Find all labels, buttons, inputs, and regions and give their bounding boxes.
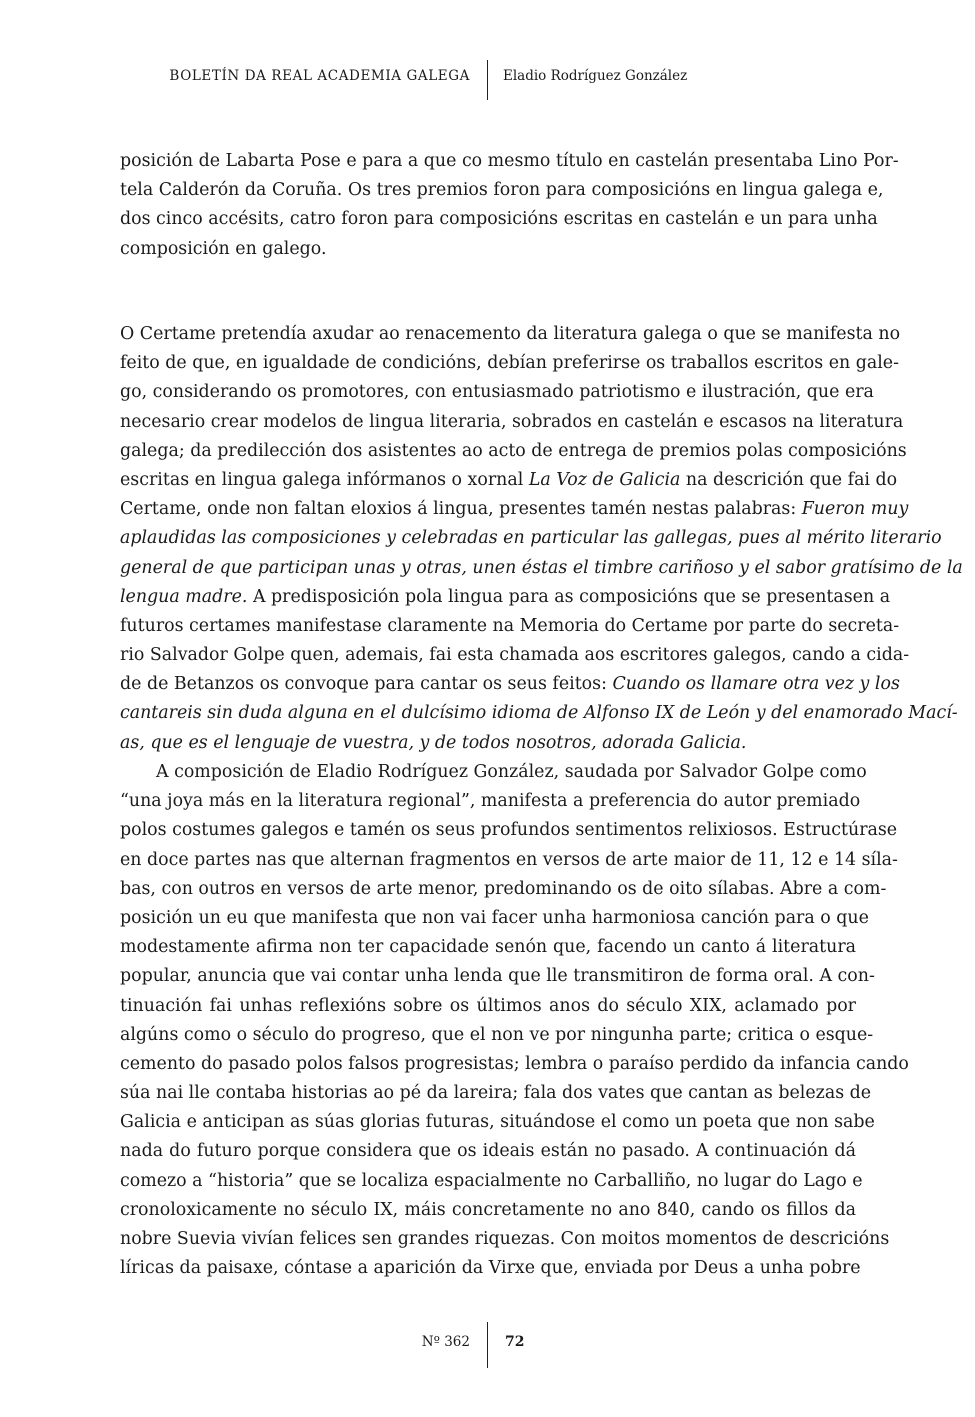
text-line [120,554,963,583]
issue-number: Nº 362 [421,1334,470,1350]
line-text: A composición de Eladio Rodríguez González, saudada por Salvador Golpe como [156,762,867,782]
paragraph-2 [120,320,963,758]
line-text: nobre Suevia vivían felices sen grandes riquezas. Con moitos momentos de descricións [120,1229,890,1249]
page-footer [0,1322,975,1368]
text-line [120,670,900,699]
line-text: modestamente afirma non ter capacidade senón que, facendo un canto á literatura [120,937,856,958]
line-text: comezo a “historia” que se localiza espacialmente no Carballiño, no lugar do Lago e [120,1170,863,1191]
text-line [120,875,887,904]
page-number: 72 [505,1334,525,1350]
paragraph-1 [120,147,899,264]
line-text: tela Calderón da Coruña. Os tres premios foron para composicións en lingua galega e, [120,180,884,201]
text-line [120,176,884,205]
line-text: futuros certames manifestase claramente na Memoria do Certame por parte do secreta- [120,615,900,636]
text-line [120,583,891,612]
line-text: en doce partes nas que alternan fragmentos en versos de arte maior de 11, 12 e 14 síla- [120,849,898,870]
text-line [120,349,899,378]
text-line [120,1079,872,1108]
text-line [120,1021,874,1050]
line-text: posición un eu que manifesta que non vai facer unha harmoniosa canción para o que [120,907,869,928]
footer-divider [487,1322,488,1368]
text-line [120,1137,856,1166]
text-line [120,729,856,758]
text-line [120,641,910,670]
italic-text: Cuando os llamare otra vez y los [612,674,900,695]
line-text: go, considerando os promotores, con entusiasmado patriotismo e ilustración, que era [120,382,874,403]
text-line [120,235,856,264]
line-text: A predisposición pola lingua para as composicións que se presentasen a [247,586,891,607]
article-author: Eladio Rodríguez González [503,68,688,84]
running-head [0,60,975,100]
text-line [120,378,874,407]
italic-text: La Voz de Galicia [528,469,681,490]
line-text: posición de Labarta Pose e para a que co mesmo título en castelán presentaba Lino Por- [120,151,899,171]
text-line [120,408,904,437]
text-line [120,437,907,466]
journal-title: BOLETÍN DA REAL ACADEMIA GALEGA [169,68,470,84]
italic-text: lengua madre. [120,586,248,607]
line-text: feito de que, en igualdade de condicións, debían preferirse os traballos escritos en gale- [120,353,899,374]
text-line [120,846,898,875]
italic-text: aplaudidas las composiciones y celebradas en particular las gallegas, pues al mérito literario [120,528,942,549]
line-text: líricas da paisaxe, cóntase a aparición da Virxe que, enviada por Deus a unha pobre [120,1258,861,1279]
text-line [120,962,875,991]
line-text: galega; da predilección dos asistentes ao acto de entrega de premios polas composicións [120,440,907,461]
italic-text: Fueron muy [801,499,909,520]
italic-text: general de que participan unas y otras, unen éstas el timbre cariñoso y el sabor gratísimo de la [120,557,963,578]
line-text: O Certame pretendía axudar ao renacemento da literatura galega o que se manifesta no [120,324,901,344]
text-line [120,466,898,495]
text-line [120,612,900,641]
text-line [120,1196,856,1225]
text-line [120,904,869,933]
text-line [120,1050,909,1079]
text-line [120,320,901,349]
line-text: súa nai lle contaba historias ao pé da lareira; fala dos vates que cantan as belezas de [120,1083,872,1104]
line-text: cronoloxicamente no século IX, máis concretamente no ano 840, cando os fillos da [120,1199,856,1220]
line-text: Certame, onde non faltan eloxios á lingua, presentes tamén nestas palabras: [120,499,802,520]
text-line [120,1167,863,1196]
line-text: tinuación fai unhas reflexións sobre os últimos anos do século XIX, aclamado por [120,995,856,1016]
line-text: Galicia e anticipan as súas glorias futuras, situándose el como un poeta que non sabe [120,1112,875,1133]
line-text: bas, con outros en versos de arte menor, predominando os de oito sílabas. Abre a com- [120,878,887,899]
line-text: de de Betanzos os convoque para cantar os seus feitos: [120,674,613,695]
line-text: popular, anuncia que vai contar unha lenda que lle transmitiron de forma oral. A con- [120,966,875,987]
text-line [120,992,856,1021]
header-divider [487,60,488,100]
text-line [120,816,898,845]
text-line [120,1225,890,1254]
paragraph-3 [120,758,909,1283]
line-text: cemento do pasado polos falsos progresistas; lembra o paraíso perdido da infancia cando [120,1053,909,1074]
text-line [120,495,909,524]
line-text: nada do futuro porque considera que os ideais están no pasado. A continuación dá [120,1141,856,1162]
line-text: escritas en lingua galega infórmanos o xornal [120,469,529,490]
line-text: na descrición que fai do [680,469,898,490]
text-line [120,147,899,176]
line-text: composición en galego. [120,238,327,259]
line-text: polos costumes galegos e tamén os seus profundos sentimentos relixiosos. Estructúrase [120,820,898,841]
italic-text: as, que es el lenguaje de vuestra, y de todos nosotros, adorada Galicia. [120,732,747,753]
text-line [120,1108,875,1137]
line-text: dos cinco accésits, catro foron para composicións escritas en castelán e un para unha [120,209,878,230]
line-text: necesario crear modelos de lingua literaria, sobrados en castelán e escasos na literatura [120,411,904,432]
text-line [120,787,861,816]
text-line [120,524,942,553]
line-text: algúns como o século do progreso, que el non ve por ningunha parte; critica o esque- [120,1024,874,1045]
text-line [120,1254,861,1283]
text-line [120,205,878,234]
text-line [120,758,867,787]
line-text: “una joya más en la literatura regional”, manifesta a preferencia do autor premiado [120,791,861,812]
line-text: rio Salvador Golpe quen, ademais, fai esta chamada aos escritores galegos, cando a cida- [120,645,910,666]
italic-text: cantareis sin duda alguna en el dulcísimo idioma de Alfonso IX de León y del enamorado Mací- [120,703,958,724]
text-line [120,699,958,728]
text-line [120,933,856,962]
